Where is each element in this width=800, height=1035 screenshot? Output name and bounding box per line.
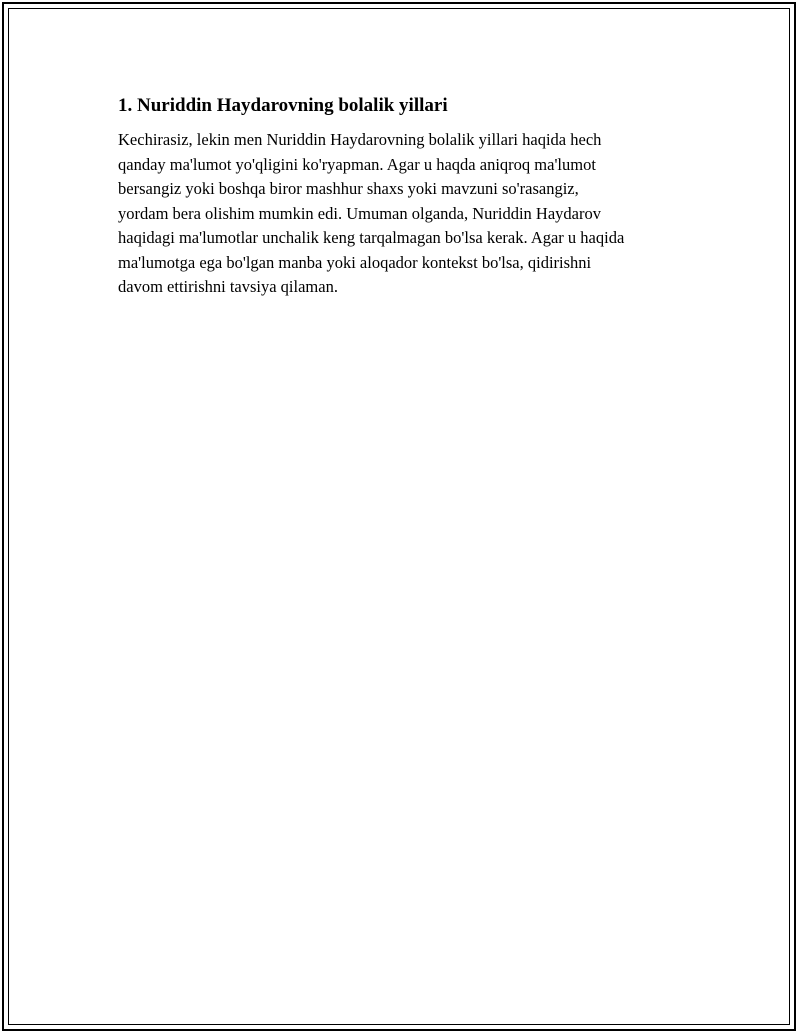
body-paragraph <box>118 128 688 300</box>
body-line: yordam bera olishim mumkin edi. Umuman olganda, Nuriddin Haydarov <box>118 203 601 223</box>
body-line: davom ettirishni tavsiya qilaman. <box>118 277 338 296</box>
body-line: Kechirasiz, lekin men Nuriddin Haydarovning bolalik yillari haqida hech <box>118 130 602 149</box>
section-heading: 1. Nuriddin Haydarovning bolalik yillari <box>118 95 448 116</box>
body-line: bersangiz yoki boshqa biror mashhur shaxs yoki mavzuni so'rasangiz, <box>118 179 579 198</box>
body-line: haqidagi ma'lumotlar unchalik keng tarqalmagan bo'lsa kerak. Agar u haqida <box>118 228 625 247</box>
document-content <box>118 92 688 300</box>
body-line: qanday ma'lumot yo'qligini ko'ryapman. Agar u haqda aniqroq ma'lumot <box>118 154 596 174</box>
body-line: ma'lumotga ega bo'lgan manba yoki aloqador kontekst bo'lsa, qidirishni <box>118 252 592 272</box>
